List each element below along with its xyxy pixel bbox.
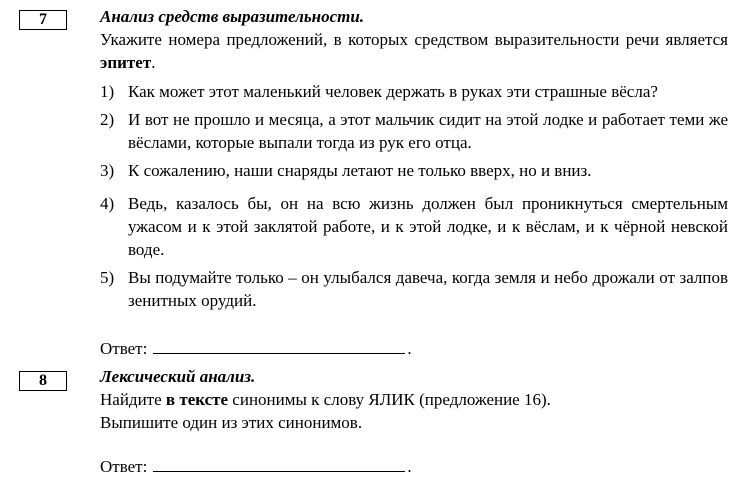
list-item bbox=[100, 192, 728, 261]
item-text: Как может этот маленький человек держать в руках эти страшные вёсла? bbox=[128, 82, 658, 101]
emphasis-term: в тексте bbox=[165, 390, 229, 409]
answer-input[interactable] bbox=[153, 455, 405, 472]
list-item bbox=[100, 80, 728, 103]
item-number: 3) bbox=[100, 161, 115, 180]
answer-row: Ответ: . bbox=[100, 339, 412, 358]
task-prompt-line2: Выпишите один из этих синонимов. bbox=[100, 413, 363, 432]
task-prompt: Найдите в тексте синонимы к слову ЯЛИК (предложение 16). bbox=[100, 390, 551, 409]
item-number: 4) bbox=[100, 194, 115, 213]
task-heading: Лексический анализ. bbox=[100, 367, 256, 386]
answer-label: Ответ: bbox=[100, 457, 148, 476]
item-number: 5) bbox=[100, 268, 115, 287]
list-item bbox=[100, 159, 728, 182]
task-prompt: Укажите номера предложений, в которых средством выразительности речи является эпитет. bbox=[100, 30, 728, 72]
answer-label: Ответ: bbox=[100, 339, 148, 358]
item-text: И вот не прошло и месяца, а этот мальчик сидит на этой лодке и работает теми же вёслами, которые выпали тогда из рук его отца. bbox=[128, 110, 728, 152]
item-number: 1) bbox=[100, 82, 115, 101]
emphasis-term: эпитет bbox=[100, 53, 152, 72]
task-number-box: 8 bbox=[19, 371, 67, 391]
list-item bbox=[100, 266, 728, 312]
item-text: Вы подумайте только – он улыбался давеча, когда земля и небо дрожали от залпов зенитных орудий. bbox=[128, 268, 728, 310]
item-number: 2) bbox=[100, 110, 115, 129]
answer-row: Ответ: . bbox=[100, 457, 412, 476]
task-heading: Анализ средств выразительности. bbox=[100, 7, 365, 26]
list-item bbox=[100, 108, 728, 154]
item-text: Ведь, казалось бы, он на всю жизнь должен был проникнуться смертельным ужасом и к этой заклятой работе, и к этой лодке, и к вёслам, и к чёрной невской воде. bbox=[128, 194, 728, 259]
task-number-box: 7 bbox=[19, 10, 67, 30]
answer-input[interactable] bbox=[153, 337, 405, 354]
item-text: К сожалению, наши снаряды летают не только вверх, но и вниз. bbox=[128, 161, 592, 180]
